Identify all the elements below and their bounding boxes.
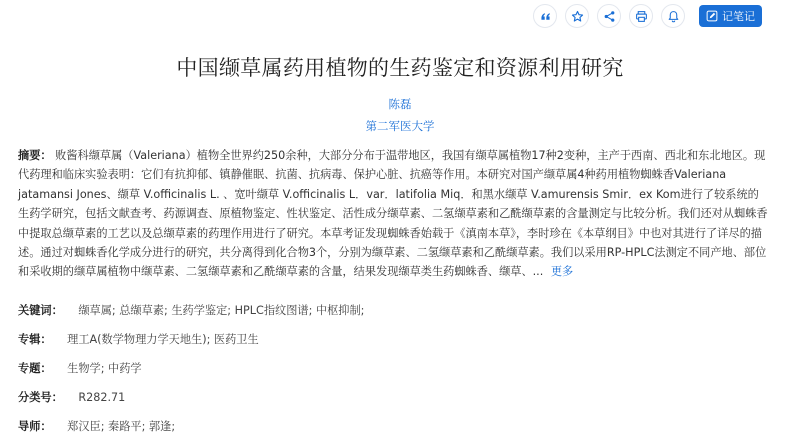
topic-label: 专题： xyxy=(18,362,52,375)
article-toolbar xyxy=(533,4,762,28)
abstract-text: 败酱科缬草属（Valeriana）植物全世界约250余种，大部分分布于温带地区，我国有缬草属植物17种2变种，主产于西南、西北和东北地区。现代药理和临床实验表明：它们有抗抑郁、镇静催眠、抗菌、抗病毒、保护心脏、抗癌等作用。本研究对国产缬草属4种药用植物蜘蛛香Valeriana jatamansi Jones、缬草 V.officinalis L. 、宽叶缬草 V.officinalis L．var．latifolia Miq．和黑水缬草 V.amurensis Smir．ex Kom进行了较系统的生药学研究，包括文献查考、药源调查、原植物鉴定、性状鉴定、活性成分缬草素、二氢缬草素和乙酰缬草素的含量测定与比较分析。我们还对从蜘蛛香中提取总缬草素的工艺以及总缬草素的药理作用进行了研究。本草考证发现蜘蛛香始载于《滇南本草》，李时珍在《本草纲目》中也对其进行了详尽的描述。通过对蜘蛛香化学成分进行的研究，共分离得到化合物3个，分别为缬草素、二氢缬草素和乙酰缬草素。我们以采用RP-HPLC法测定不同产地、部位和采收期的缬草属植物中缬草素、二氢缬草素和乙酰缬草素的含量，结果发现缬草类生药蜘蛛香、缬草、... xyxy=(18,149,768,279)
keyword-link[interactable]: HPLC指纹图谱; xyxy=(234,304,313,317)
organization-link[interactable]: 第二军医大学 xyxy=(365,119,435,133)
edit-icon xyxy=(706,10,718,22)
share-button[interactable] xyxy=(597,4,621,28)
star-icon xyxy=(571,10,584,23)
bell-icon xyxy=(667,10,680,23)
advisor-link[interactable]: 秦路平; xyxy=(108,420,146,433)
take-note-button[interactable] xyxy=(699,5,762,27)
print-icon xyxy=(635,10,648,23)
author-link[interactable]: 陈磊 xyxy=(388,97,412,111)
series-value: 理工A(数学物理力学天地生); 医药卫生 xyxy=(67,333,259,346)
share-icon xyxy=(603,10,616,23)
keywords-label: 关键词： xyxy=(18,304,63,317)
keyword-link[interactable]: 中枢抑制; xyxy=(315,304,365,317)
page-title: 中国缬草属药用植物的生药鉴定和资源利用研究 xyxy=(176,56,624,80)
topic-row xyxy=(18,360,142,376)
favorite-button[interactable] xyxy=(565,4,589,28)
quote-icon xyxy=(539,10,552,23)
topic-value: 生物学; 中药学 xyxy=(67,362,142,375)
subscribe-button[interactable] xyxy=(661,4,685,28)
series-label: 专辑： xyxy=(18,333,52,346)
abstract xyxy=(18,146,770,282)
keyword-link[interactable]: 缬草属; xyxy=(78,304,116,317)
classification-value: R282.71 xyxy=(78,391,126,404)
classification-row xyxy=(18,389,125,405)
advisor-link[interactable]: 郑汉臣; xyxy=(67,420,105,433)
advisor-row xyxy=(18,418,175,434)
cite-button[interactable] xyxy=(533,4,557,28)
keyword-link[interactable]: 总缬草素; xyxy=(119,304,168,317)
take-note-label: 记笔记 xyxy=(722,10,755,23)
keyword-link[interactable]: 生药学鉴定; xyxy=(171,304,232,317)
keywords-row xyxy=(18,302,364,318)
advisor-link[interactable]: 郭逢; xyxy=(148,420,176,433)
series-row xyxy=(18,331,259,347)
abstract-label: 摘要： xyxy=(18,149,52,162)
print-button[interactable] xyxy=(629,4,653,28)
abstract-more-link[interactable]: 更多 xyxy=(550,265,574,279)
classification-label: 分类号： xyxy=(18,391,63,404)
advisor-label: 导师： xyxy=(18,420,52,433)
